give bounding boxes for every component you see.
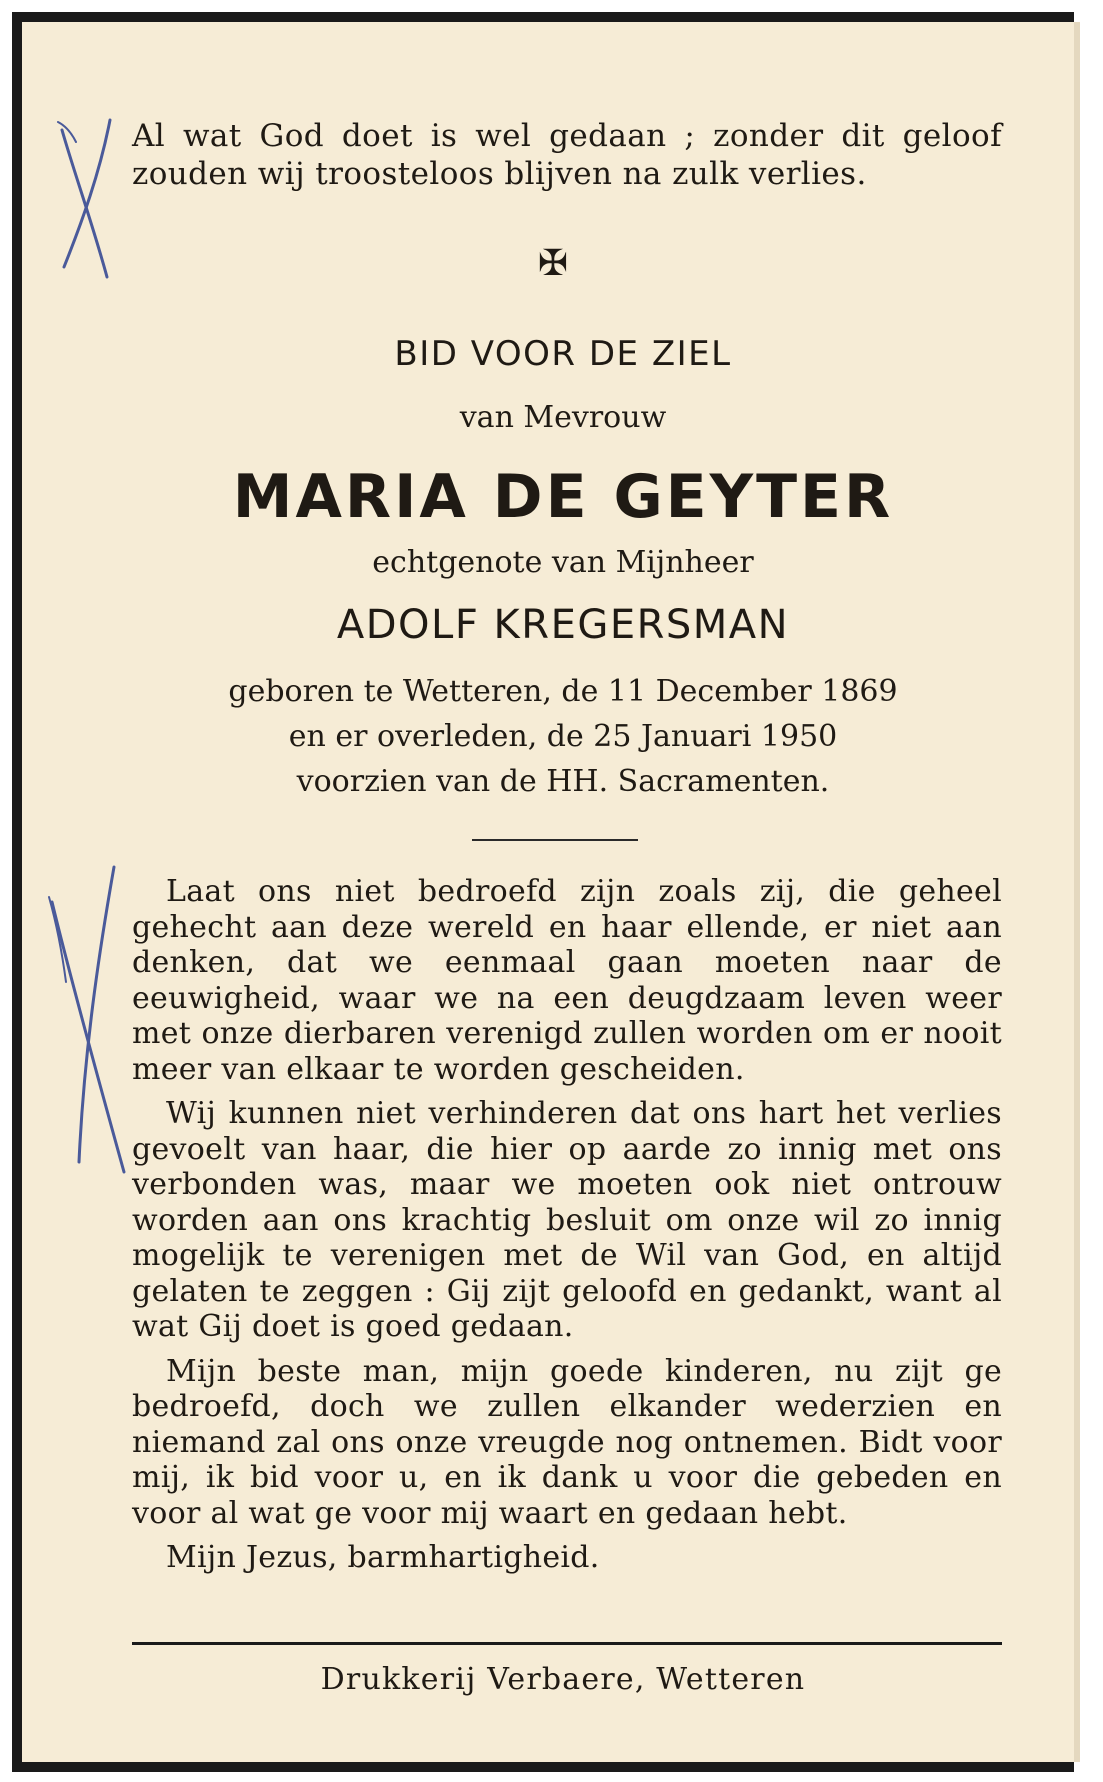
prayer-heading: BID VOOR DE ZIEL <box>394 334 732 374</box>
paragraph: Wij kunnen niet verhinderen dat ons hart het verlies gevoelt van haar, die hier op aarde zo innig met ons verbonden was, maar we moeten ook niet ontrouw worden aan ons krachtig besluit om onze wil zo innig mogelijk te verenigen met de Wil van God, en altijd gelaten te zeggen : Gij zijt geloofd en gedankt, want al wat Gij doet is goed gedaan. <box>132 1096 1002 1344</box>
printer-credit: Drukkerij Verbaere, Wetteren <box>320 1662 806 1697</box>
deceased-name: MARIA DE GEYTER <box>232 462 894 532</box>
pen-mark-top <box>52 112 122 282</box>
spouse-intro: echtgenote van Mijnheer <box>372 545 754 580</box>
opening-quote: Al wat God doet is wel gedaan ; zonder dit geloof zouden wij troosteloos blijven na zulk verlies. <box>132 118 1002 192</box>
birth-line: geboren te Wetteren, de 11 December 1869 <box>228 674 898 709</box>
paragraph: Mijn beste man, mijn goede kinderen, nu zijt ge bedroefd, doch we zullen elkander wederzien en niemand zal ons onze vreugde nog ontnemen. Bidt voor mij, ik bid voor u, en ik dank u voor die gebeden en voor al wat ge voor mij waart en gedaan hebt. <box>132 1353 1002 1531</box>
paragraph: Laat ons niet bedroefd zijn zoals zij, die geheel gehecht aan deze wereld en haar ellende, er niet aan denken, dat we eenmaal gaan moeten naar de eeuwigheid, waar we na een deugdzaam leven weer met onze dierbaren verenigd zullen worden om er nooit meer van elkaar te worden gescheiden. <box>132 874 1002 1087</box>
cross-icon: ✠ <box>537 243 569 284</box>
pen-mark-middle <box>44 862 134 1182</box>
spouse-name: ADOLF KREGERSMAN <box>336 602 790 648</box>
of-mrs-line: van Mevrouw <box>459 400 667 435</box>
sacraments-line: voorzien van de HH. Sacramenten. <box>296 764 830 799</box>
paragraph: Mijn Jezus, barmhartigheid. <box>166 1540 600 1575</box>
memorial-card <box>12 12 1074 1772</box>
divider-short <box>472 839 638 841</box>
divider-long <box>132 1642 1002 1645</box>
death-line: en er overleden, de 25 Januari 1950 <box>288 719 838 754</box>
body-text <box>132 874 1002 1585</box>
